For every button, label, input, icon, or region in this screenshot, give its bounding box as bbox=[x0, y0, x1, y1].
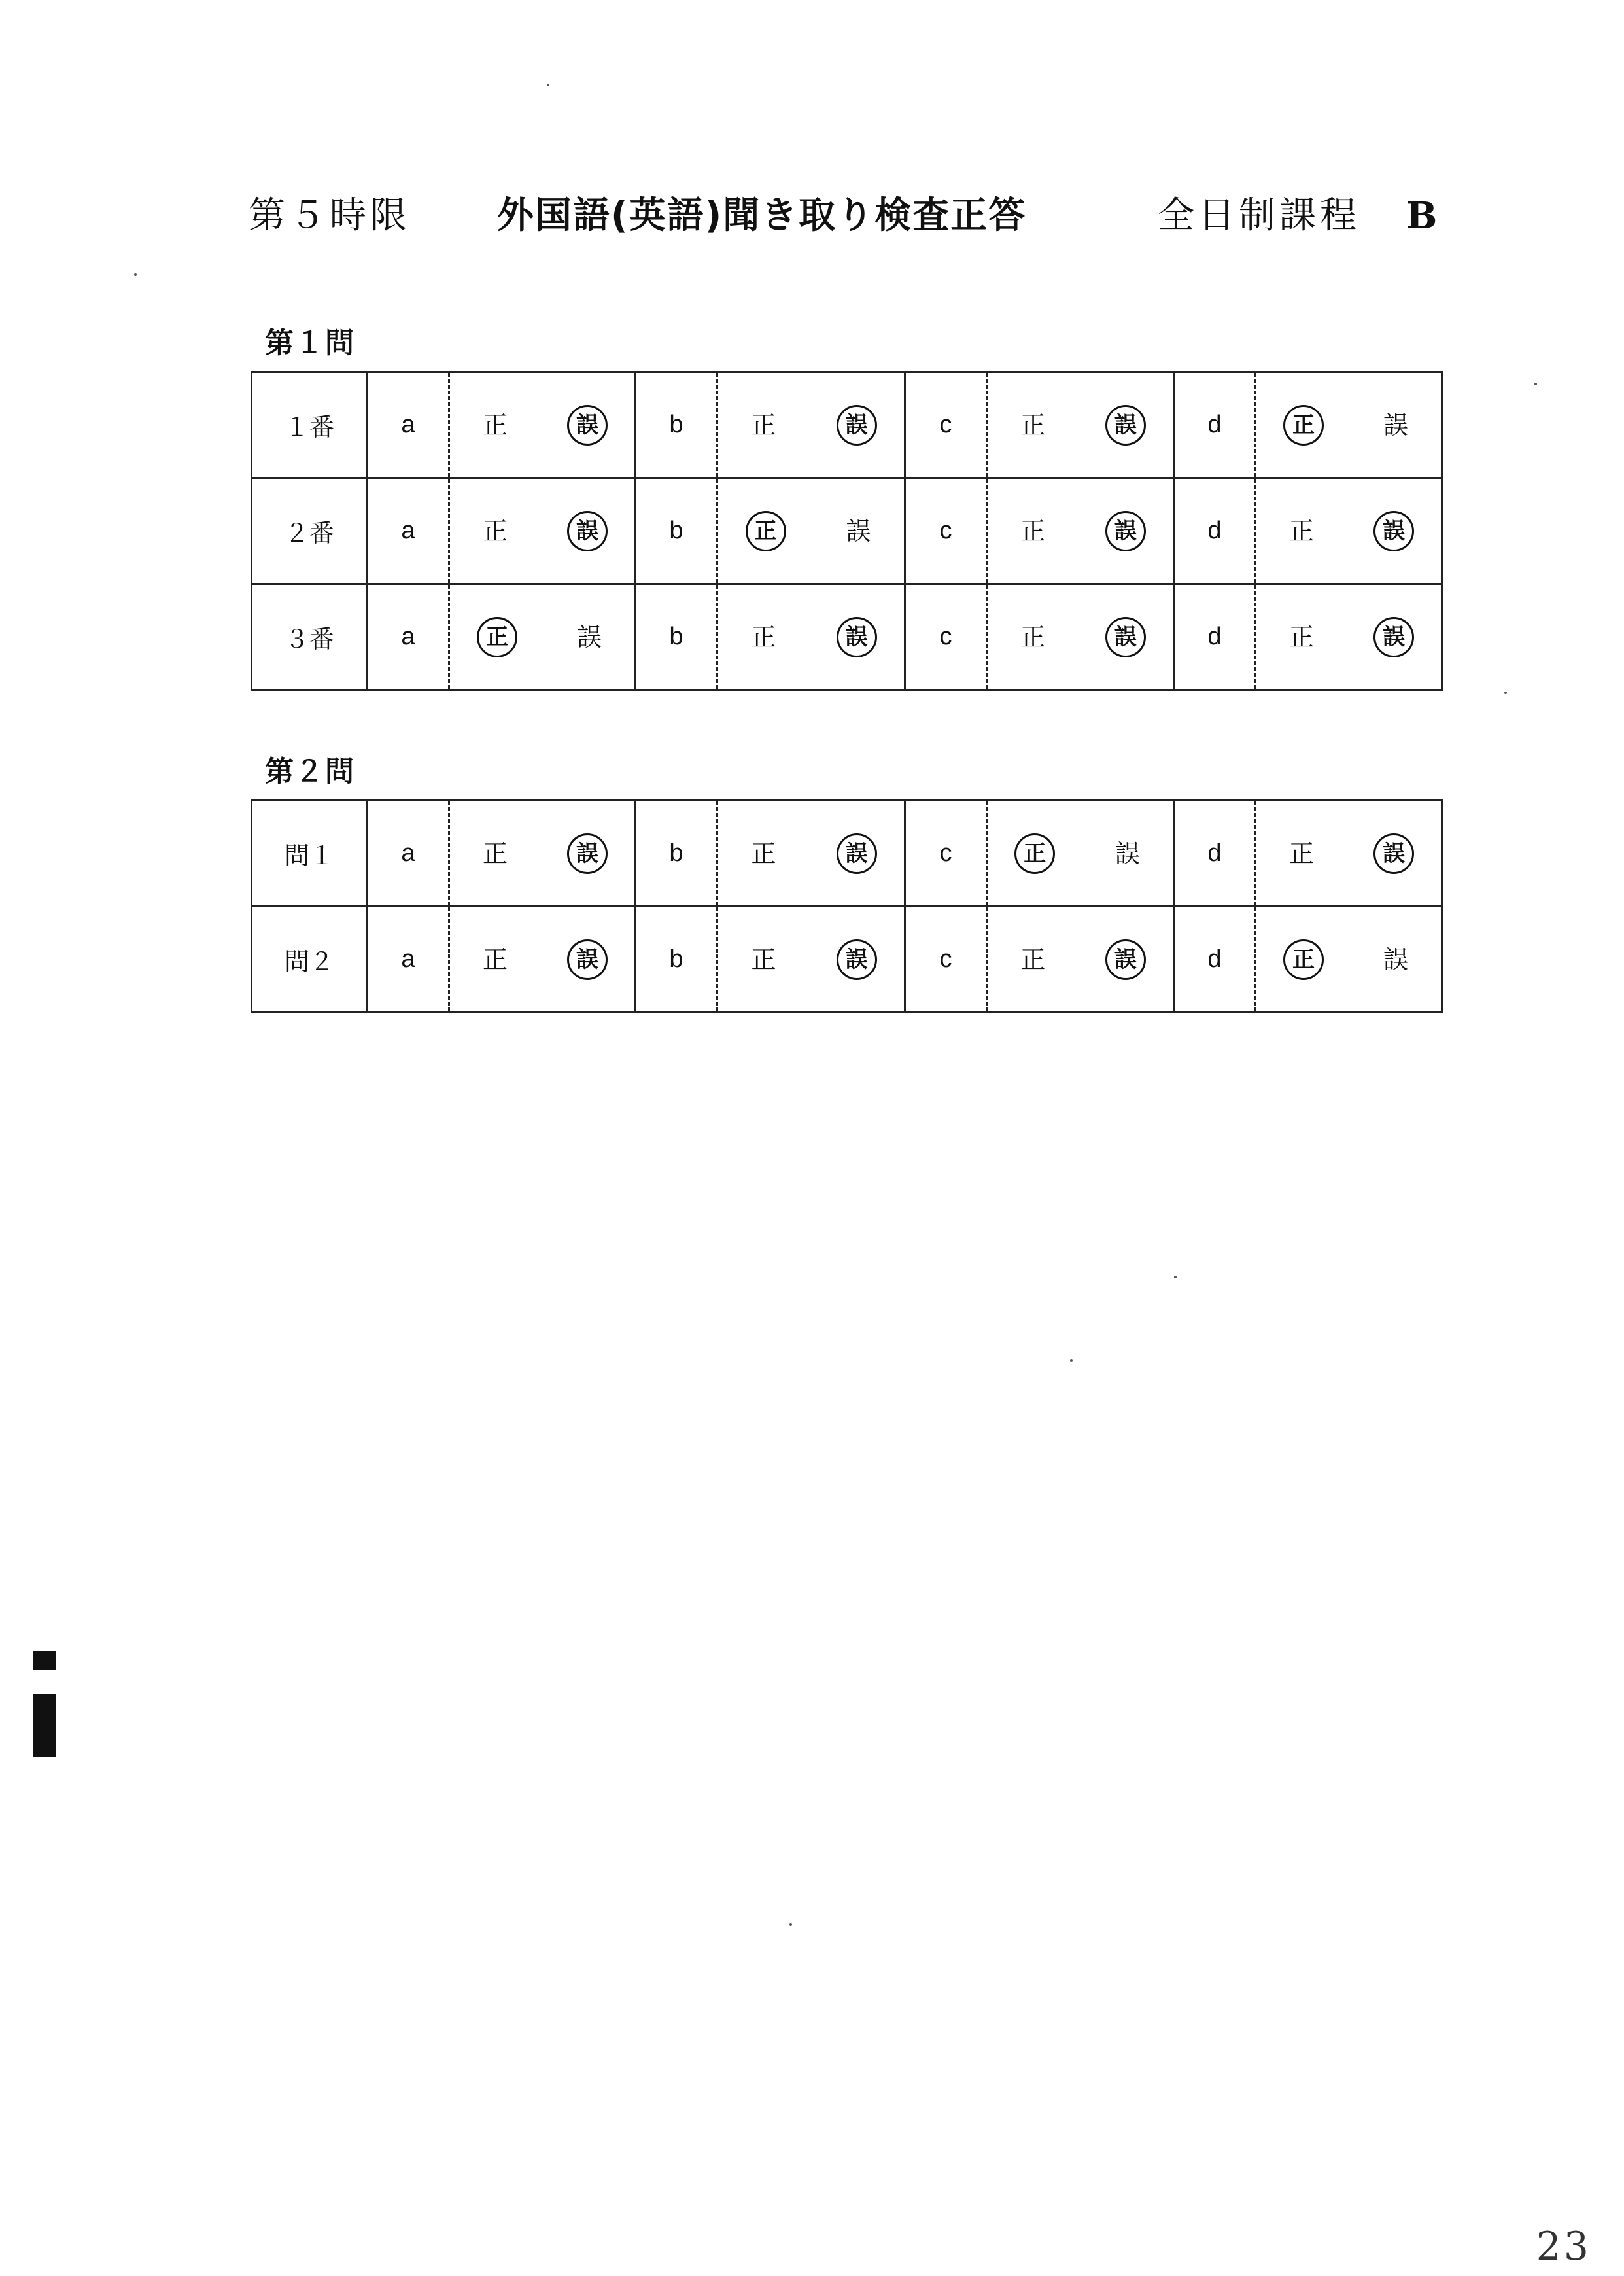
item-options bbox=[449, 478, 636, 584]
item-options bbox=[449, 584, 636, 690]
page-title: 外国語(英語)聞き取り検査正答 bbox=[497, 194, 1027, 237]
item-letter: a bbox=[368, 478, 449, 584]
scan-mark-large bbox=[33, 1694, 56, 1757]
answer-row bbox=[252, 372, 1442, 478]
correct-option: 正 bbox=[1020, 622, 1046, 652]
correct-option: 正 bbox=[1020, 410, 1046, 440]
correct-option: 正 bbox=[482, 839, 508, 868]
correct-option: 正 bbox=[1020, 516, 1046, 546]
item-options bbox=[987, 478, 1174, 584]
wrong-option: 誤 bbox=[846, 516, 871, 546]
correct-option: 正 bbox=[751, 622, 776, 652]
page-header bbox=[249, 190, 1445, 249]
item-options bbox=[1256, 478, 1442, 584]
circled-correct-option: 正 bbox=[477, 617, 517, 657]
circled-wrong-option: 誤 bbox=[1373, 617, 1414, 657]
question-2-answer-table bbox=[251, 799, 1443, 1013]
correct-option: 正 bbox=[1288, 516, 1314, 546]
correct-option: 正 bbox=[751, 410, 776, 440]
circled-wrong-option: 誤 bbox=[837, 405, 877, 446]
item-letter: c bbox=[905, 478, 987, 584]
item-options bbox=[1256, 584, 1442, 690]
row-label: 問２ bbox=[252, 907, 368, 1013]
wrong-option: 誤 bbox=[1383, 945, 1408, 974]
row-label: 問１ bbox=[252, 801, 368, 907]
answer-row bbox=[252, 478, 1442, 584]
page-number: 23 bbox=[1536, 2224, 1591, 2269]
wrong-option: 誤 bbox=[1383, 410, 1408, 440]
item-options bbox=[449, 801, 636, 907]
item-options bbox=[717, 801, 905, 907]
item-options bbox=[717, 584, 905, 690]
item-options bbox=[1256, 372, 1442, 478]
correct-option: 正 bbox=[1288, 839, 1314, 868]
item-letter: b bbox=[636, 584, 717, 690]
correct-option: 正 bbox=[482, 945, 508, 974]
item-letter: a bbox=[368, 372, 449, 478]
scan-speck bbox=[789, 1923, 792, 1926]
item-options bbox=[1256, 907, 1442, 1013]
item-letter: a bbox=[368, 907, 449, 1013]
item-options bbox=[449, 372, 636, 478]
item-letter: b bbox=[636, 907, 717, 1013]
correct-option: 正 bbox=[1020, 945, 1046, 974]
correct-option: 正 bbox=[1288, 622, 1314, 652]
circled-wrong-option: 誤 bbox=[837, 833, 877, 874]
circled-wrong-option: 誤 bbox=[1373, 511, 1414, 551]
item-options bbox=[717, 907, 905, 1013]
circled-correct-option: 正 bbox=[1283, 939, 1324, 980]
version-letter: B bbox=[1406, 194, 1438, 237]
item-letter: c bbox=[905, 372, 987, 478]
correct-option: 正 bbox=[482, 516, 508, 546]
wrong-option: 誤 bbox=[576, 622, 602, 652]
item-options bbox=[987, 801, 1174, 907]
circled-wrong-option: 誤 bbox=[1105, 511, 1146, 551]
circled-wrong-option: 誤 bbox=[1105, 405, 1146, 446]
scan-mark-small bbox=[33, 1651, 56, 1670]
circled-correct-option: 正 bbox=[746, 511, 786, 551]
correct-option: 正 bbox=[751, 839, 776, 868]
item-letter: c bbox=[905, 584, 987, 690]
circled-correct-option: 正 bbox=[1014, 833, 1055, 874]
item-letter: d bbox=[1174, 584, 1256, 690]
item-options bbox=[987, 907, 1174, 1013]
scan-speck bbox=[547, 84, 549, 86]
row-label: ２番 bbox=[252, 478, 368, 584]
circled-wrong-option: 誤 bbox=[837, 617, 877, 657]
item-options bbox=[987, 372, 1174, 478]
scan-speck bbox=[1534, 383, 1537, 385]
answer-row bbox=[252, 801, 1442, 907]
circled-wrong-option: 誤 bbox=[567, 833, 608, 874]
circled-wrong-option: 誤 bbox=[567, 939, 608, 980]
answer-row bbox=[252, 584, 1442, 690]
question-1-title: 第１問 bbox=[265, 326, 355, 360]
item-options bbox=[987, 584, 1174, 690]
scan-speck bbox=[1504, 692, 1507, 694]
question-1-answer-table bbox=[251, 371, 1443, 691]
circled-wrong-option: 誤 bbox=[1105, 939, 1146, 980]
wrong-option: 誤 bbox=[1114, 839, 1140, 868]
scan-speck bbox=[134, 273, 137, 276]
correct-option: 正 bbox=[751, 945, 776, 974]
circled-wrong-option: 誤 bbox=[1373, 833, 1414, 874]
question-1-rows bbox=[252, 372, 1442, 690]
item-letter: a bbox=[368, 584, 449, 690]
question-2-rows bbox=[252, 801, 1442, 1013]
correct-option: 正 bbox=[482, 410, 508, 440]
circled-wrong-option: 誤 bbox=[567, 405, 608, 446]
item-letter: d bbox=[1174, 801, 1256, 907]
item-options bbox=[717, 372, 905, 478]
item-letter: b bbox=[636, 478, 717, 584]
circled-wrong-option: 誤 bbox=[567, 511, 608, 551]
scan-speck bbox=[1174, 1276, 1177, 1278]
scan-speck bbox=[1070, 1359, 1073, 1362]
item-letter: b bbox=[636, 801, 717, 907]
circled-wrong-option: 誤 bbox=[1105, 617, 1146, 657]
row-label: ３番 bbox=[252, 584, 368, 690]
question-2-title: 第２問 bbox=[265, 755, 355, 788]
item-letter: d bbox=[1174, 478, 1256, 584]
item-letter: c bbox=[905, 801, 987, 907]
item-letter: d bbox=[1174, 372, 1256, 478]
course-name: 全日制課程 bbox=[1158, 194, 1360, 237]
item-options bbox=[1256, 801, 1442, 907]
exam-period: 第５時限 bbox=[249, 194, 411, 237]
circled-correct-option: 正 bbox=[1283, 405, 1324, 446]
item-letter: d bbox=[1174, 907, 1256, 1013]
item-options bbox=[449, 907, 636, 1013]
item-letter: c bbox=[905, 907, 987, 1013]
answer-row bbox=[252, 907, 1442, 1013]
circled-wrong-option: 誤 bbox=[837, 939, 877, 980]
row-label: １番 bbox=[252, 372, 368, 478]
item-letter: a bbox=[368, 801, 449, 907]
item-options bbox=[717, 478, 905, 584]
item-letter: b bbox=[636, 372, 717, 478]
